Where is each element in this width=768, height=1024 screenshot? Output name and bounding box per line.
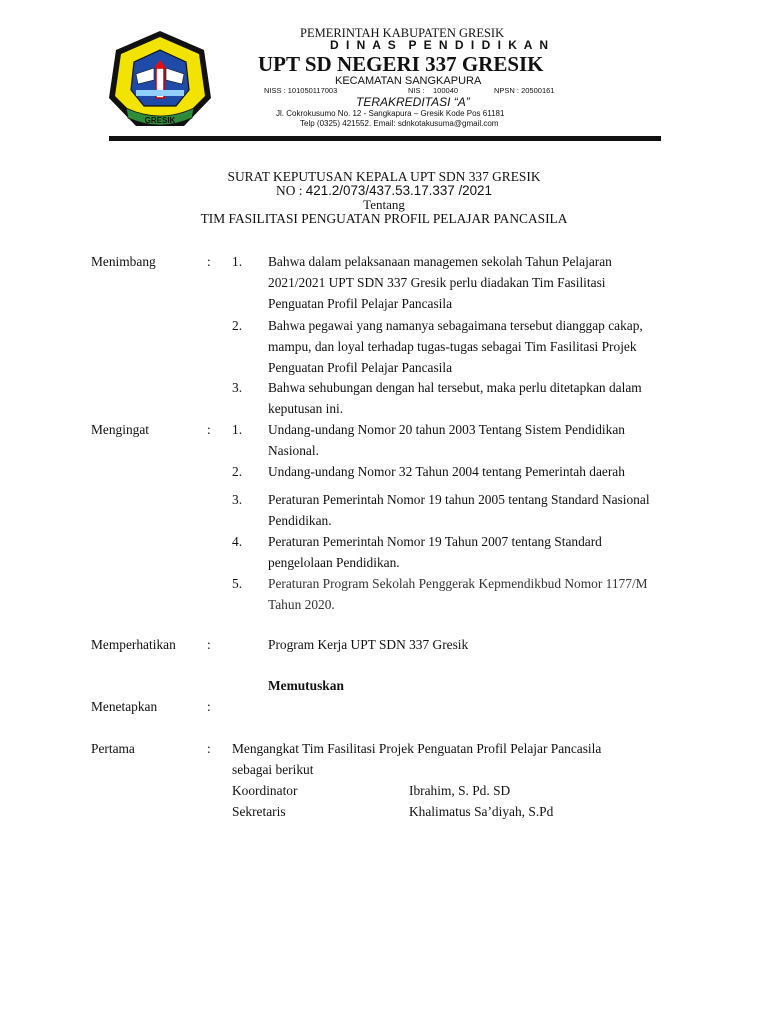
- item-line: Bahwa dalam pelaksanaan managemen sekolah Tahun Pelajaran: [268, 254, 612, 269]
- item-number: 2.: [232, 318, 243, 333]
- menetapkan-label: Menetapkan: [91, 699, 158, 714]
- pertama-line: sebagai berikut: [232, 762, 314, 777]
- item-number: 2.: [232, 464, 243, 479]
- item-line: keputusan ini.: [268, 401, 344, 416]
- item-line: Pendidikan.: [268, 513, 332, 528]
- item-line: Penguatan Profil Pelajar Pancasila: [268, 296, 453, 311]
- item-line: 2021/2021 UPT SDN 337 Gresik perlu diadakan Tim Fasilitasi: [268, 275, 606, 290]
- item-number: 1.: [232, 422, 243, 437]
- npsn-number: NPSN : 20500161: [494, 86, 555, 95]
- item-line: mampu, dan loyal terhadap tugas-tugas sebagai Tim Fasilitasi Projek: [268, 339, 637, 354]
- role-name: Ibrahim, S. Pd. SD: [409, 783, 511, 798]
- mengingat-label: Mengingat: [91, 422, 150, 437]
- item-line: Tahun 2020.: [268, 597, 335, 612]
- decree-subject: TIM FASILITASI PENGUATAN PROFIL PELAJAR PANCASILA: [200, 211, 568, 226]
- role-label: Koordinator: [232, 783, 298, 798]
- memutuskan-heading: Memutuskan: [268, 678, 344, 693]
- memperhatikan-label: Memperhatikan: [91, 637, 176, 652]
- decree-title: SURAT KEPUTUSAN KEPALA UPT SDN 337 GRESIK: [227, 169, 541, 184]
- item-line: Bahwa sehubungan dengan hal tersebut, maka perlu ditetapkan dalam: [268, 380, 642, 395]
- item-number: 5.: [232, 576, 243, 591]
- mengingat-colon: :: [207, 422, 211, 437]
- menimbang-colon: :: [207, 254, 211, 269]
- logo-sea: [136, 90, 184, 96]
- nis-number: NIS : 100040: [408, 86, 459, 95]
- decree-about: Tentang: [363, 197, 405, 212]
- decree-number: 421.2/073/437.53.17.337 /2021: [305, 183, 492, 198]
- pertama-line: Mengangkat Tim Fasilitasi Projek Penguatan Profil Pelajar Pancasila: [232, 741, 602, 756]
- item-number: 3.: [232, 492, 243, 507]
- role-name: Khalimatus Sa’diyah, S.Pd: [409, 804, 554, 819]
- item-line: Undang-undang Nomor 32 Tahun 2004 tentang Pemerintah daerah: [268, 464, 625, 479]
- school-address: Jl. Cokrokusumo No. 12 - Sangkapura – Gresik Kode Pos 61181: [276, 109, 505, 118]
- pertama-colon: :: [207, 741, 211, 756]
- item-line: Nasional.: [268, 443, 319, 458]
- item-line: Peraturan Pemerintah Nomor 19 Tahun 2007 tentang Standard: [268, 534, 602, 549]
- item-line: Peraturan Pemerintah Nomor 19 tahun 2005 tentang Standard Nasional: [268, 492, 650, 507]
- letterhead-line1: PEMERINTAH KABUPATEN GRESIK: [300, 26, 505, 40]
- school-contact: Telp (0325) 421552. Email: sdnkotakusuma@gmail.com: [300, 119, 499, 128]
- item-line: Peraturan Program Sekolah Penggerak Kepmendikbud Nomor 1177/M: [268, 576, 648, 591]
- item-line: Undang-undang Nomor 20 tahun 2003 Tentang Sistem Pendidikan: [268, 422, 625, 437]
- gresik-logo: [106, 28, 214, 130]
- item-number: 4.: [232, 534, 243, 549]
- role-label: Sekretaris: [232, 804, 286, 819]
- district-name: KECAMATAN SANGKAPURA: [335, 75, 482, 87]
- item-number: 1.: [232, 254, 243, 269]
- pertama-label: Pertama: [91, 741, 135, 756]
- niss-number: NISS : 101050117003: [264, 86, 338, 95]
- item-number: 3.: [232, 380, 243, 395]
- accreditation: TERAKREDITASI “A”: [356, 95, 470, 109]
- item-line: Bahwa pegawai yang namanya sebagaimana tersebut dianggap cakap,: [268, 318, 643, 333]
- memperhatikan-colon: :: [207, 637, 211, 652]
- menetapkan-colon: :: [207, 699, 211, 714]
- item-line: pengelolaan Pendidikan.: [268, 555, 400, 570]
- item-line: Penguatan Profil Pelajar Pancasila: [268, 360, 453, 375]
- letterhead-rule-thick: [109, 136, 661, 141]
- logo-text: GRESIK: [144, 116, 176, 125]
- memperhatikan-text: Program Kerja UPT SDN 337 Gresik: [268, 637, 469, 652]
- school-name: UPT SD NEGERI 337 GRESIK: [258, 52, 544, 76]
- letterhead-line2: D I N A S P E N D I D I K A N: [330, 38, 551, 52]
- menimbang-label: Menimbang: [91, 254, 156, 269]
- decree-number-prefix: NO :: [276, 183, 306, 198]
